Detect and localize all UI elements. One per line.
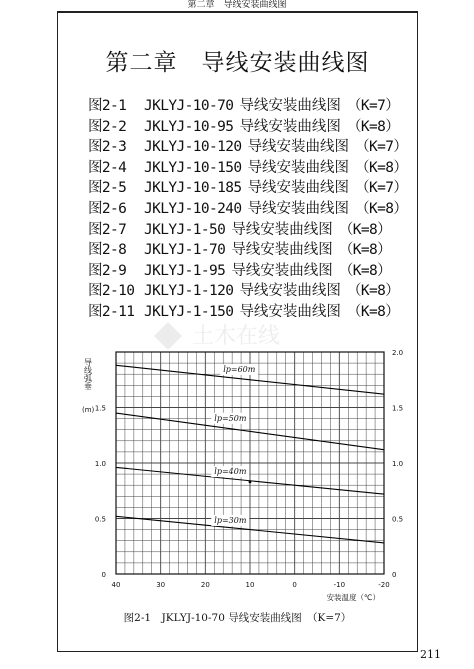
series-label: lp=30m <box>214 515 247 525</box>
y-tick-label-right: 1.0 <box>392 460 404 468</box>
figure-k: （K=8） <box>346 303 400 320</box>
figure-list-item <box>88 178 418 199</box>
figure-model: JKLYJ-10-95 <box>144 118 234 135</box>
y-tick-label-right: 0 <box>392 571 397 579</box>
figure-desc: 导线安装曲线图 <box>239 303 341 320</box>
figure-model: JKLYJ-1-95 <box>144 262 226 279</box>
figure-list-item <box>88 96 418 117</box>
figure-list-item <box>88 137 418 158</box>
figure-num: 图2-3 <box>88 139 127 156</box>
x-tick-label: 30 <box>156 581 166 589</box>
figure-num: 图2-5 <box>88 180 127 197</box>
figure-k: （K=8） <box>338 221 392 238</box>
figure-k: （K=8） <box>338 262 392 279</box>
y-tick-label-left: 1.5 <box>94 404 106 413</box>
figure-k: （K=7） <box>355 180 408 197</box>
figure-num: 图2-1 <box>88 98 127 114</box>
figure-num: 图2-8 <box>88 242 127 259</box>
running-head: 第二章 导线安装曲线图 <box>187 0 287 10</box>
figure-desc: 导线安装曲线图 <box>231 242 333 259</box>
x-tick-label: 10 <box>245 581 255 589</box>
figure-k: （K=8） <box>338 242 392 259</box>
x-tick-label: -10 <box>333 581 346 589</box>
y-tick-label-left: 0.5 <box>94 515 106 524</box>
figure-k: （K=8） <box>355 159 408 176</box>
figure-list-item <box>88 240 418 261</box>
figure-list-item <box>88 158 418 179</box>
figure-desc: 导线安装曲线图 <box>231 221 333 238</box>
chapter-title: 第二章 导线安装曲线图 <box>105 50 370 76</box>
series-label: lp=60m <box>223 364 256 374</box>
figure-desc: 导线安装曲线图 <box>247 159 350 176</box>
x-tick-label: 0 <box>292 581 297 589</box>
figure-desc: 导线安装曲线图 <box>239 283 341 300</box>
figure-num: 图2-11 <box>88 303 135 320</box>
figure-model: JKLYJ-10-70 <box>144 98 234 114</box>
x-tick-label: 40 <box>111 581 121 589</box>
figure-num: 图2-10 <box>88 283 135 300</box>
sag-chart-svg <box>74 340 414 630</box>
figure-desc: 导线安装曲线图 <box>247 139 350 156</box>
page-number: 211 <box>420 648 441 661</box>
figure-num: 图2-2 <box>88 118 127 135</box>
figure-model: JKLYJ-1-120 <box>144 283 234 300</box>
y-axis-label: 导线弧垂 <box>83 358 93 390</box>
figure-desc: 导线安装曲线图 <box>247 200 350 217</box>
y-tick-label-right: 2.0 <box>392 349 404 357</box>
figure-k: （K=7） <box>346 98 400 114</box>
figure-desc: 导线安装曲线图 <box>239 98 341 114</box>
figure-num: 图2-7 <box>88 221 127 238</box>
y-tick-label-right: 1.5 <box>392 404 404 413</box>
y-axis-unit: (m) <box>82 406 95 414</box>
figure-model: JKLYJ-1-150 <box>144 303 234 320</box>
figure-k: （K=8） <box>346 283 400 300</box>
y-tick-label-right: 0.5 <box>392 515 404 524</box>
watermark-text: 土木在线 <box>192 324 281 349</box>
figure-desc: 导线安装曲线图 <box>231 262 333 279</box>
y-tick-label-left: 0 <box>101 571 106 579</box>
figure-desc: 导线安装曲线图 <box>247 180 350 197</box>
figure-caption: 图2-1 JKLYJ-10-70 导线安装曲线图 （K=7） <box>123 612 352 624</box>
figure-list-item <box>88 199 418 220</box>
figure-list-item <box>88 261 418 282</box>
figure-model: JKLYJ-1-50 <box>144 221 226 238</box>
x-tick-label: 20 <box>200 581 210 589</box>
figure-num: 图2-9 <box>88 262 127 279</box>
figure-list-item <box>88 117 418 138</box>
figure-k: （K=7） <box>355 139 408 156</box>
data-point <box>249 480 252 483</box>
figure-k: （K=8） <box>346 118 400 135</box>
figure-list <box>88 96 418 323</box>
figure-desc: 导线安装曲线图 <box>239 118 341 135</box>
figure-k: （K=8） <box>355 200 408 217</box>
figure-model: JKLYJ-10-120 <box>144 139 242 156</box>
figure-num: 图2-4 <box>88 159 127 176</box>
y-tick-label-left: 1.0 <box>94 460 106 468</box>
figure-model: JKLYJ-1-70 <box>144 242 226 259</box>
x-axis-label: 安装温度（℃） <box>326 593 380 602</box>
figure-model: JKLYJ-10-185 <box>144 180 242 197</box>
figure-num: 图2-6 <box>88 200 127 217</box>
figure-list-item <box>88 220 418 241</box>
watermark-logo <box>150 316 330 354</box>
figure-model: JKLYJ-10-150 <box>144 159 242 176</box>
series-label: lp=40m <box>214 467 247 477</box>
figure-model: JKLYJ-10-240 <box>144 200 242 217</box>
sag-chart <box>74 340 414 630</box>
figure-list-item <box>88 281 418 302</box>
x-tick-label: -20 <box>378 581 390 589</box>
series-label: lp=50m <box>214 413 247 423</box>
